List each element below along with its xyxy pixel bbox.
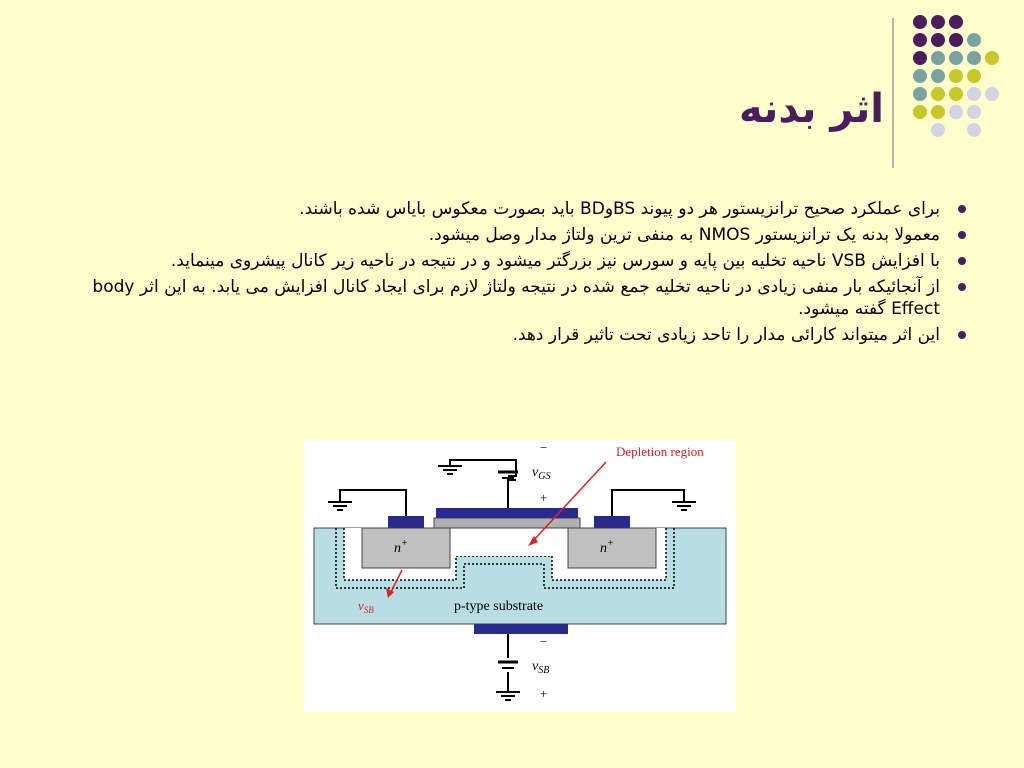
ground-icon: [672, 502, 696, 510]
decorative-dot: [949, 15, 963, 29]
decorative-dot: [949, 51, 963, 65]
decorative-dot: [913, 51, 927, 65]
bullet-item: [80, 198, 940, 220]
decorative-dot: [985, 87, 999, 101]
decorative-dot: [967, 69, 981, 83]
ground-icon: [438, 466, 462, 474]
bullet-text: با افزایش VSB ناحیه تخلیه بین پایه و سورس نیز بزرگتر میشود و در نتیجه در ناحیه زیر کانال پیشروی مینماید.: [170, 251, 940, 271]
vsb-battery-icon: [498, 662, 518, 668]
decorative-dot: [931, 33, 945, 47]
decorative-dot: [931, 87, 945, 101]
decorative-dot: [931, 51, 945, 65]
decorative-dot: [949, 33, 963, 47]
decorative-dot: [949, 105, 963, 119]
decorative-dot: [913, 87, 927, 101]
bullet-dot-icon: [958, 257, 966, 265]
decorative-dot: [949, 87, 963, 101]
vsb-label: $v_{SB}$: [532, 659, 550, 676]
gate-oxide: [434, 518, 580, 528]
vsb-plus-label: +: [540, 686, 548, 701]
gate-electrode: [436, 508, 578, 518]
decorative-dot: [913, 69, 927, 83]
vgs-plus-label: +: [540, 490, 548, 505]
n-plus-right-label: n+: [600, 538, 614, 556]
bullet-text: معمولا بدنه یک ترانزیستور NMOS به منفی ترین ولتاژ مدار وصل میشود.: [428, 225, 940, 245]
decorative-dot: [931, 123, 945, 137]
decorative-dot: [931, 105, 945, 119]
drain-contact: [594, 516, 630, 528]
bullet-list: [80, 198, 940, 350]
decorative-dot: [967, 87, 981, 101]
decorative-dot: [985, 51, 999, 65]
source-contact: [388, 516, 424, 528]
decorative-dot: [913, 15, 927, 29]
n-plus-left-label: n+: [394, 538, 408, 556]
nmos-body-effect-diagram: [304, 440, 736, 712]
vgs-minus-label: −: [540, 440, 548, 455]
decorative-dot: [931, 69, 945, 83]
bullet-dot-icon: [958, 331, 966, 339]
decorative-dot: [931, 15, 945, 29]
vgs-label: $v_{GS}$: [532, 465, 551, 482]
bullet-text: از آنجائیکه بار منفی زیادی در ناحیه تخلیه جمع شده در نتیجه ولتاژ لازم برای ایجاد کانال افزایش می یابد. به این اثر body Effect گفته میشود.: [92, 277, 940, 319]
depletion-region-label: Depletion region: [616, 444, 704, 459]
decorative-dot: [913, 33, 927, 47]
decorative-dot: [949, 69, 963, 83]
bullet-item: [80, 224, 940, 246]
bullet-dot-icon: [958, 231, 966, 239]
slide-title: اثر بدنه: [739, 86, 884, 132]
vsb-minus-label: −: [540, 634, 548, 649]
bullet-item: [80, 250, 940, 272]
bullet-item: [80, 276, 940, 320]
vsb-red-label: $v_{SB}$: [358, 598, 374, 615]
bullet-dot-icon: [958, 283, 966, 291]
body-contact: [474, 624, 568, 634]
ground-icon: [496, 692, 520, 700]
decorative-dot: [967, 51, 981, 65]
bullet-dot-icon: [958, 205, 966, 213]
decorative-dot: [967, 33, 981, 47]
substrate-label: p-type substrate: [454, 599, 544, 614]
bullet-text: این اثر میتواند کارائی مدار را تاحد زیادی تحت تاثیر قرار دهد.: [512, 325, 940, 345]
title-divider-line: [892, 18, 894, 168]
decorative-dot: [967, 123, 981, 137]
bullet-item: [80, 324, 940, 346]
decorative-dot: [967, 105, 981, 119]
decorative-dot: [913, 105, 927, 119]
ground-icon: [328, 502, 352, 510]
bullet-text: برای عملکرد صحیح ترانزیستور هر دو پیوند BSوBD باید بصورت معکوس بایاس شده باشند.: [299, 199, 940, 219]
